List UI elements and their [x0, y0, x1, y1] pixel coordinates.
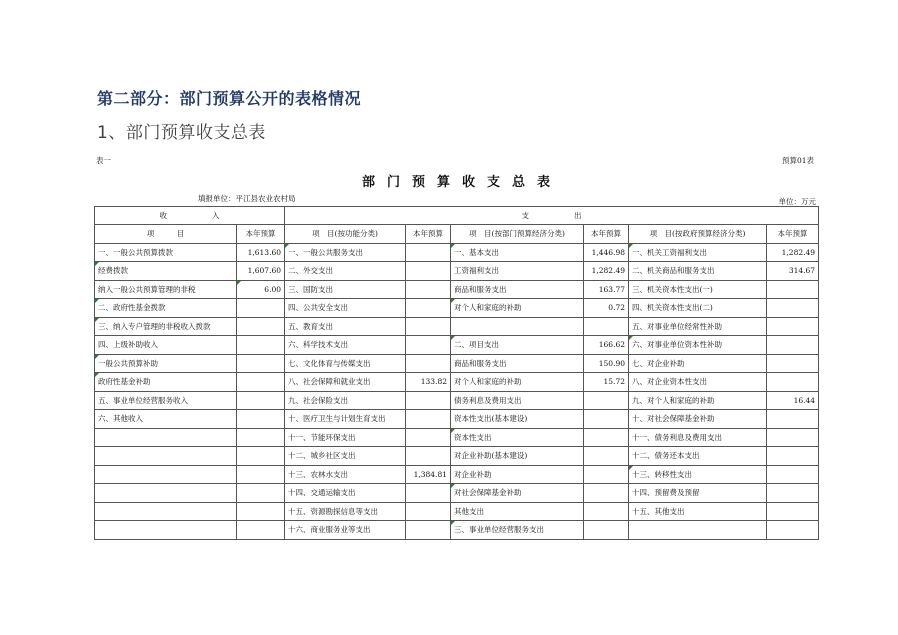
item-cell: 商品和服务支出 — [451, 354, 584, 373]
item-cell — [95, 484, 237, 503]
item-cell: 十二、城乡社区支出 — [285, 447, 406, 466]
amount-cell — [767, 410, 819, 429]
column-header: 本年预算 — [237, 225, 285, 244]
group-header-row — [95, 207, 819, 225]
amount-cell: 1,282.49 — [584, 262, 629, 281]
amount-cell — [584, 410, 629, 429]
item-cell: 三、事业单位经营服务支出 — [451, 521, 584, 540]
item-cell: 商品和服务支出 — [451, 280, 584, 299]
column-header: 项 目(按部门预算经济分类) — [451, 225, 584, 244]
amount-cell: 1,607.60 — [237, 262, 285, 281]
amount-cell: 16.44 — [767, 391, 819, 410]
amount-cell: 314.67 — [767, 262, 819, 281]
amount-cell — [406, 299, 451, 318]
amount-cell — [584, 447, 629, 466]
item-cell: 五、教育支出 — [285, 317, 406, 336]
item-cell: 五、事业单位经营服务收入 — [95, 391, 237, 410]
item-cell: 八、社会保障和就业支出 — [285, 373, 406, 392]
table-body — [95, 207, 819, 540]
item-cell: 九、社会保险支出 — [285, 391, 406, 410]
amount-cell — [767, 280, 819, 299]
amount-cell — [406, 354, 451, 373]
table-row — [95, 354, 819, 373]
amount-cell — [237, 354, 285, 373]
column-header: 项 目(按功能分类) — [285, 225, 406, 244]
table-row — [95, 299, 819, 318]
table-row — [95, 502, 819, 521]
item-cell: 十五、其他支出 — [629, 502, 767, 521]
amount-cell — [584, 484, 629, 503]
item-cell: 二、机关商品和服务支出 — [629, 262, 767, 281]
item-cell: 对个人和家庭的补助 — [451, 373, 584, 392]
amount-cell — [237, 484, 285, 503]
table-row — [95, 484, 819, 503]
item-cell: 工资福利支出 — [451, 262, 584, 281]
table-row — [95, 521, 819, 540]
item-cell: 七、对企业补助 — [629, 354, 767, 373]
item-cell: 资本性支出(基本建设) — [451, 410, 584, 429]
budget-sheet — [94, 152, 818, 552]
amount-cell: 1,282.49 — [767, 243, 819, 262]
item-cell — [95, 502, 237, 521]
amount-cell — [406, 484, 451, 503]
amount-cell — [584, 391, 629, 410]
amount-cell — [237, 521, 285, 540]
table-row — [95, 447, 819, 466]
amount-cell: 15.72 — [584, 373, 629, 392]
amount-cell — [584, 428, 629, 447]
item-cell: 政府性基金补助 — [95, 373, 237, 392]
income-header: 收 入 — [95, 207, 285, 225]
table-row — [95, 317, 819, 336]
budget-table — [94, 206, 819, 540]
item-cell: 一、一般公共预算拨款 — [95, 243, 237, 262]
item-cell: 十一、债务利息及费用支出 — [629, 428, 767, 447]
table-title: 部门预算收支总表 — [361, 175, 562, 190]
amount-cell — [237, 410, 285, 429]
table-row — [95, 428, 819, 447]
amount-cell — [767, 317, 819, 336]
column-header: 本年预算 — [406, 225, 451, 244]
item-cell: 纳入一般公共预算管理的非税 — [95, 280, 237, 299]
table-row — [95, 243, 819, 262]
item-cell: 一、机关工资福利支出 — [629, 243, 767, 262]
item-cell: 经费拨款 — [95, 262, 237, 281]
amount-cell — [767, 373, 819, 392]
amount-cell — [767, 428, 819, 447]
table-row — [95, 465, 819, 484]
item-cell: 十一、节能环保支出 — [285, 428, 406, 447]
amount-cell: 1,446.98 — [584, 243, 629, 262]
item-cell: 一、基本支出 — [451, 243, 584, 262]
item-cell: 十、对社会保障基金补助 — [629, 410, 767, 429]
item-cell: 十六、商业服务业等支出 — [285, 521, 406, 540]
item-cell: 四、机关资本性支出(二) — [629, 299, 767, 318]
item-cell: 六、科学技术支出 — [285, 336, 406, 355]
sub-title: 1、部门预算收支总表 — [97, 123, 266, 143]
amount-cell — [767, 354, 819, 373]
item-cell: 对社会保障基金补助 — [451, 484, 584, 503]
column-header: 本年预算 — [584, 225, 629, 244]
item-cell — [95, 447, 237, 466]
amount-cell: 1,384.81 — [406, 465, 451, 484]
amount-cell: 150.90 — [584, 354, 629, 373]
item-cell: 债务利息及费用支出 — [451, 391, 584, 410]
amount-cell — [237, 336, 285, 355]
amount-cell — [406, 262, 451, 281]
amount-cell: 166.62 — [584, 336, 629, 355]
table-number: 表一 — [96, 156, 111, 165]
item-cell: 六、其他收入 — [95, 410, 237, 429]
item-cell — [95, 465, 237, 484]
item-cell: 其他支出 — [451, 502, 584, 521]
amount-cell — [584, 502, 629, 521]
item-cell: 十、医疗卫生与计划生育支出 — [285, 410, 406, 429]
item-cell: 十四、预留费及预留 — [629, 484, 767, 503]
amount-cell — [237, 373, 285, 392]
amount-cell — [584, 317, 629, 336]
column-header: 项 目(按政府预算经济分类) — [629, 225, 767, 244]
table-row — [95, 336, 819, 355]
amount-cell: 133.82 — [406, 373, 451, 392]
item-cell: 三、国防支出 — [285, 280, 406, 299]
item-cell: 八、对企业资本性支出 — [629, 373, 767, 392]
section-title: 第二部分：部门预算公开的表格情况 — [97, 89, 362, 108]
amount-cell — [767, 336, 819, 355]
item-cell: 一、一般公共服务支出 — [285, 243, 406, 262]
item-cell: 一般公共预算补助 — [95, 354, 237, 373]
amount-cell — [406, 336, 451, 355]
amount-cell — [406, 280, 451, 299]
item-cell — [95, 521, 237, 540]
amount-cell — [406, 391, 451, 410]
item-cell: 十四、交通运输支出 — [285, 484, 406, 503]
currency-unit: 单位：万元 — [778, 197, 816, 206]
amount-cell — [767, 502, 819, 521]
amount-cell — [237, 447, 285, 466]
amount-cell — [237, 502, 285, 521]
amount-cell — [237, 391, 285, 410]
amount-cell: 1,613.60 — [237, 243, 285, 262]
item-cell: 十三、转移性支出 — [629, 465, 767, 484]
table-row — [95, 373, 819, 392]
table-row — [95, 391, 819, 410]
amount-cell — [237, 428, 285, 447]
item-cell — [629, 521, 767, 540]
expense-header: 支 出 — [285, 207, 819, 225]
amount-cell — [767, 465, 819, 484]
amount-cell — [406, 243, 451, 262]
amount-cell — [406, 410, 451, 429]
item-cell — [451, 317, 584, 336]
item-cell: 对个人和家庭的补助 — [451, 299, 584, 318]
item-cell: 三、机关资本性支出(一) — [629, 280, 767, 299]
item-cell: 七、文化体育与传媒支出 — [285, 354, 406, 373]
item-cell: 对企业补助(基本建设) — [451, 447, 584, 466]
amount-cell — [584, 465, 629, 484]
table-row — [95, 410, 819, 429]
item-cell: 二、外交支出 — [285, 262, 406, 281]
item-cell: 十三、农林水支出 — [285, 465, 406, 484]
amount-cell: 0.72 — [584, 299, 629, 318]
table-code: 预算01表 — [781, 156, 814, 165]
column-header-row — [95, 225, 819, 244]
amount-cell — [406, 317, 451, 336]
amount-cell — [406, 447, 451, 466]
item-cell: 六、对事业单位资本性补助 — [629, 336, 767, 355]
amount-cell — [237, 317, 285, 336]
amount-cell — [767, 521, 819, 540]
amount-cell: 163.77 — [584, 280, 629, 299]
item-cell — [95, 428, 237, 447]
item-cell: 四、上级补助收入 — [95, 336, 237, 355]
amount-cell — [237, 299, 285, 318]
amount-cell — [406, 502, 451, 521]
table-row — [95, 280, 819, 299]
amount-cell: 6.00 — [237, 280, 285, 299]
item-cell: 四、公共安全支出 — [285, 299, 406, 318]
table-row — [95, 262, 819, 281]
amount-cell — [767, 299, 819, 318]
amount-cell — [406, 521, 451, 540]
item-cell: 九、对个人和家庭的补助 — [629, 391, 767, 410]
reporting-unit: 填报单位：平江县农业农村局 — [198, 194, 296, 203]
amount-cell — [767, 447, 819, 466]
amount-cell — [406, 428, 451, 447]
amount-cell — [584, 521, 629, 540]
item-cell: 十二、债务还本支出 — [629, 447, 767, 466]
column-header: 本年预算 — [767, 225, 819, 244]
item-cell: 资本性支出 — [451, 428, 584, 447]
item-cell: 三、纳入专户管理的非税收入拨款 — [95, 317, 237, 336]
item-cell: 十五、资源勘探信息等支出 — [285, 502, 406, 521]
item-cell: 五、对事业单位经常性补助 — [629, 317, 767, 336]
item-cell: 二、政府性基金拨款 — [95, 299, 237, 318]
item-cell: 对企业补助 — [451, 465, 584, 484]
amount-cell — [767, 484, 819, 503]
amount-cell — [237, 465, 285, 484]
column-header: 项 目 — [95, 225, 237, 244]
item-cell: 二、项目支出 — [451, 336, 584, 355]
